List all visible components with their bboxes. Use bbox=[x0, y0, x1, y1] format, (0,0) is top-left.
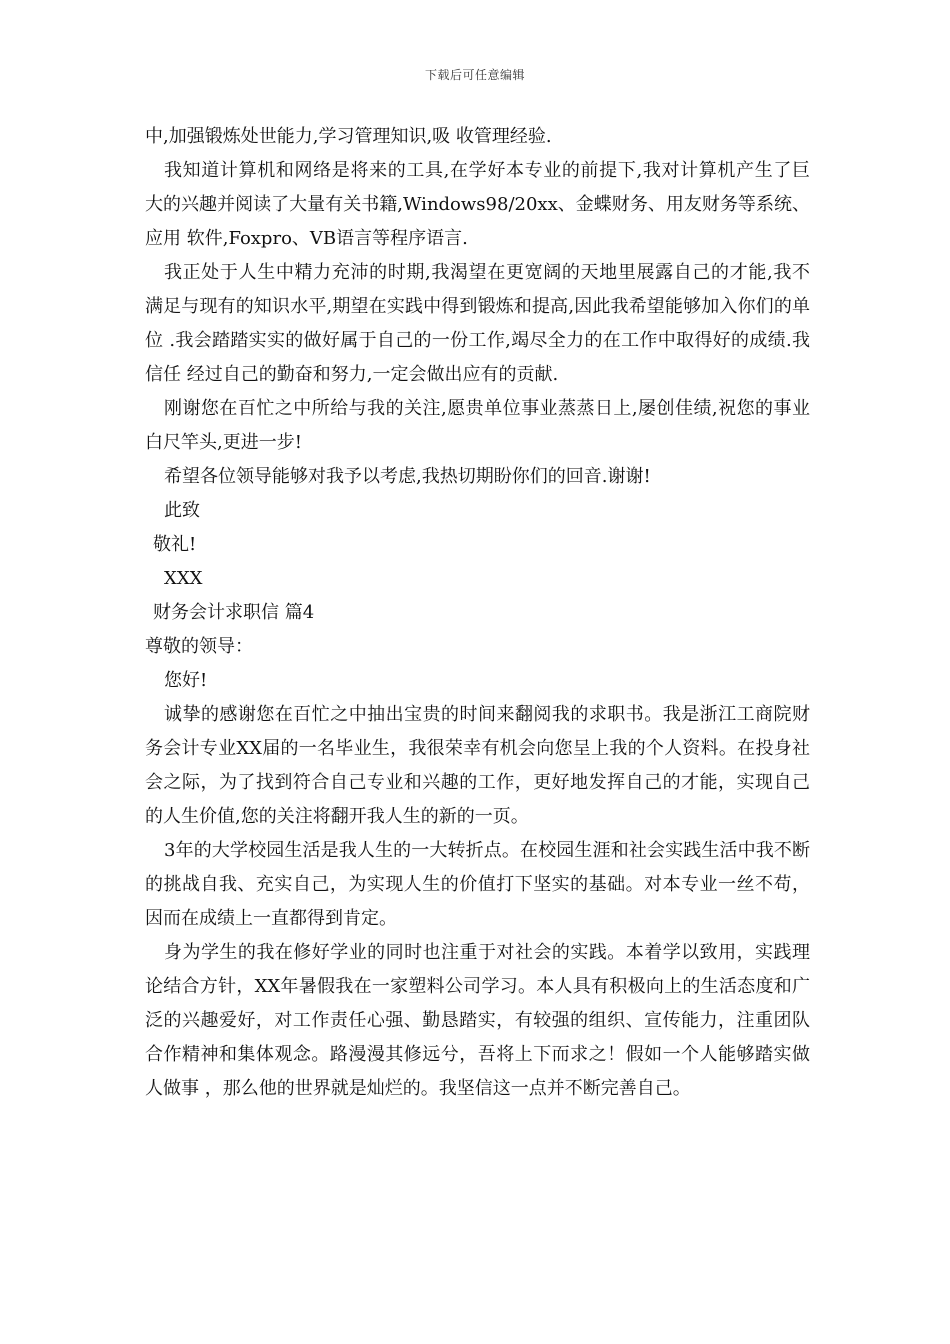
greeting: 您好! bbox=[164, 670, 208, 691]
paragraph-continuation: 中,加强锻炼处世能力,学习管理知识,吸 收管理经验. bbox=[145, 126, 552, 147]
paragraph-university-life: 3年的大学校园生活是我人生的一大转折点。在校园生涯和社会实践生活中我不断的挑战自我、充实自己，为实现人生的价值打下坚实的基础。对本专业一丝不苟，因而在成绩上一直都得到肯定。 bbox=[145, 840, 810, 929]
paragraph-practice: 身为学生的我在修好学业的同时也注重于对社会的实践。本着学以致用，实践理论结合方针，XX年暑假我在一家塑料公司学习。本人具有积极向上的生活态度和广泛的兴趣爱好，对工作责任心强、勤恳踏实，有较强的组织、宣传能力，注重团队合作精神和集体观念。路漫漫其修远兮，吾将上下而求之！假如一个人能够踏实做人做事 ，那么他的世界就是灿烂的。我坚信这一点并不断完善自己。 bbox=[145, 942, 810, 1099]
paragraph-computer-skills: 我知道计算机和网络是将来的工具,在学好本专业的前提下,我对计算机产生了巨 大的兴趣并阅读了大量有关书籍,Windows98/20xx、金蝶财务、用友财务等系统、应用 软件,Foxpro、VB语言等程序语言. bbox=[145, 160, 810, 249]
closing-cizhi: 此致 bbox=[164, 500, 200, 521]
closing-jingli: 敬礼! bbox=[153, 534, 197, 555]
paragraph-introduction: 诚挚的感谢您在百忙之中抽出宝贵的时间来翻阅我的求职书。我是浙江工商院财务会计专业XX届的一名毕业生，我很荣幸有机会向您呈上我的个人资料。在投身社会之际，为了找到符合自己专业和兴趣的工作，更好地发挥自己的才能，实现自己的人生价值,您的关注将翻开我人生的新的一页。 bbox=[145, 704, 810, 827]
section-title: 财务会计求职信 篇4 bbox=[153, 602, 315, 623]
document-body bbox=[145, 120, 810, 1106]
paragraph-aspiration: 我正处于人生中精力充沛的时期,我渴望在更宽阔的天地里展露自己的才能,我不 满足与现有的知识水平,期望在实践中得到锻炼和提高,因此我希望能够加入你们的单位 .我会踏踏实实的做好属于自己的一份工作,竭尽全力的在工作中取得好的成绩.我信任 经过自己的勤奋和努力,一定会做出应有的贡献. bbox=[145, 262, 810, 385]
page-header-note: 下载后可任意编辑 bbox=[424, 68, 525, 82]
salutation: 尊敬的领导： bbox=[145, 636, 253, 657]
signature-name: XXX bbox=[164, 568, 203, 589]
paragraph-hope: 希望各位领导能够对我予以考虑,我热切期盼你们的回音.谢谢! bbox=[164, 466, 651, 487]
paragraph-thanks: 刚谢您在百忙之中所给与我的关注,愿贵单位事业蒸蒸日上,屡创佳绩,祝您的事业 白尺竿头,更进一步! bbox=[145, 398, 810, 453]
